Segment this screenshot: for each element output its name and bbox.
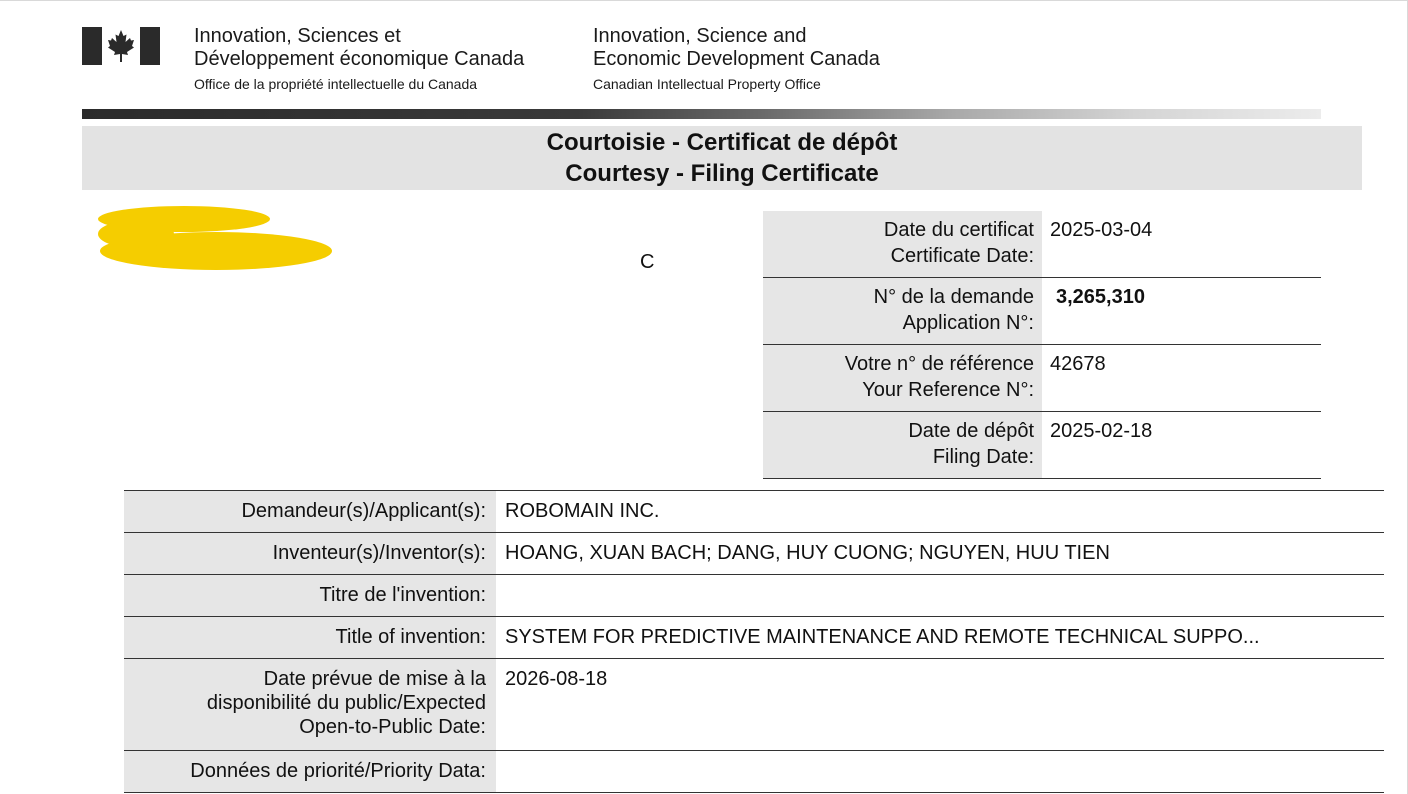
reference-number-value: 42678 <box>1050 353 1106 375</box>
certificate-title-french: Courtoisie - Certificat de dépôt <box>546 129 898 156</box>
info-label <box>763 412 1042 478</box>
title-french-value <box>496 575 505 616</box>
certificate-title-band <box>82 126 1362 190</box>
row-title-french <box>124 575 1384 617</box>
fr-dept-line1: Innovation, Sciences et <box>194 25 401 47</box>
title-english-label: Title of invention: <box>124 617 496 658</box>
row-applicant <box>124 491 1384 533</box>
flag-right-bar <box>140 27 160 65</box>
inventor-label: Inventeur(s)/Inventor(s): <box>124 533 496 574</box>
title-french-label: Titre de l'invention: <box>124 575 496 616</box>
label-french: Date du certificat <box>883 219 1034 241</box>
application-number-value: 3,265,310 <box>1056 286 1145 308</box>
label-french: Votre n° de référence <box>844 353 1034 375</box>
certificate-info-table <box>763 211 1321 479</box>
row-inventor <box>124 533 1384 575</box>
label-english: Application N°: <box>902 312 1034 334</box>
fr-dept-line2: Développement économique Canada <box>194 48 525 70</box>
fr-office-name: Office de la propriété intellectuelle du Canada <box>194 76 478 92</box>
label-french: Date de dépôt <box>908 420 1034 442</box>
certificate-date-value: 2025-03-04 <box>1050 219 1153 241</box>
department-name-english <box>593 25 880 94</box>
open-date-label-line2: disponibilité du public/Expected <box>206 692 486 714</box>
certificate-title-english: Courtesy - Filing Certificate <box>565 160 879 187</box>
canada-flag-logo <box>82 27 160 65</box>
label-french: N° de la demande <box>873 286 1034 308</box>
info-row-filing-date <box>763 412 1321 479</box>
label-english: Certificate Date: <box>890 245 1034 267</box>
row-open-to-public-date <box>124 659 1384 751</box>
info-row-reference-number <box>763 345 1321 412</box>
row-priority-data <box>124 751 1384 793</box>
info-row-application-number <box>763 278 1321 345</box>
header-divider-stripe <box>82 109 1321 119</box>
info-label <box>763 345 1042 411</box>
priority-data-label: Données de priorité/Priority Data: <box>124 751 496 792</box>
open-date-label-line1: Date prévue de mise à la <box>263 668 486 690</box>
redacted-address-block <box>96 204 432 276</box>
application-details-table <box>124 490 1384 793</box>
flag-left-bar <box>82 27 102 65</box>
title-english-value: SYSTEM FOR PREDICTIVE MAINTENANCE AND REMOTE TECHNICAL SUPPO... <box>505 626 1260 648</box>
info-row-certificate-date <box>763 211 1321 278</box>
info-label <box>763 211 1042 277</box>
open-date-label-line3: Open-to-Public Date: <box>299 716 486 738</box>
label-english: Filing Date: <box>932 446 1034 468</box>
open-date-label <box>124 659 496 750</box>
maple-leaf-icon <box>107 29 135 63</box>
applicant-value: ROBOMAIN INC. <box>505 500 660 522</box>
priority-data-value <box>496 751 505 792</box>
filing-date-value: 2025-02-18 <box>1050 420 1153 442</box>
en-dept-line2: Economic Development Canada <box>593 48 880 70</box>
applicant-label: Demandeur(s)/Applicant(s): <box>124 491 496 532</box>
label-english: Your Reference N°: <box>862 379 1034 401</box>
open-date-value: 2026-08-18 <box>505 668 608 690</box>
row-title-english <box>124 617 1384 659</box>
info-label <box>763 278 1042 344</box>
en-dept-line1: Innovation, Science and <box>593 25 807 47</box>
en-office-name: Canadian Intellectual Property Office <box>593 76 821 92</box>
inventor-value: HOANG, XUAN BACH; DANG, HUY CUONG; NGUYEN, HUU TIEN <box>505 542 1110 564</box>
address-marker: C <box>640 251 655 273</box>
department-name-french <box>194 25 524 94</box>
